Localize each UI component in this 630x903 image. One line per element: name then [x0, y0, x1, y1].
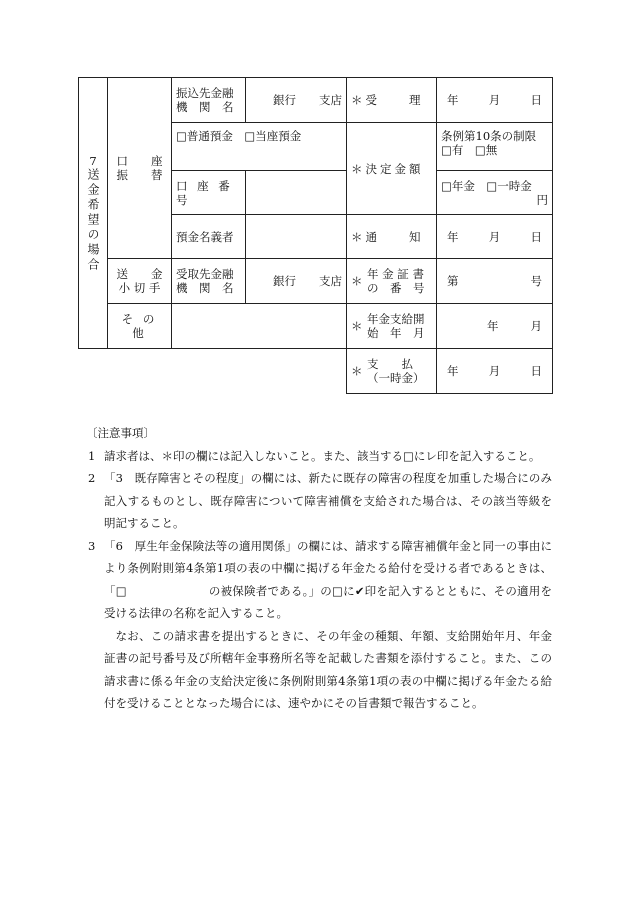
remittance-table	[78, 77, 553, 394]
section-number: 7	[89, 153, 97, 168]
shiharai-date: 年 月 日	[437, 349, 553, 394]
nenkin-shosho-number: 第 号	[437, 259, 553, 304]
account-number-value	[246, 171, 347, 215]
account-name-label: 預金名義者	[172, 215, 246, 259]
note-item: 2 「3 既存障害とその程度」の欄には、新たに既存の障害の程度を加重した場合にのみ記入するものとし、既存障害について障害補償を支給された場合は、その該当等級を明記すること。	[88, 471, 552, 530]
sokin-kogitte-cell: 送 金 小 切 手	[108, 259, 172, 304]
shiharai-label: ＊ 支 払 （一時金）	[347, 349, 437, 394]
jorei-limit-cell: 条例第10条の制限 □有 □無	[437, 123, 553, 171]
notes-section	[78, 422, 552, 715]
nenkin-ichiji-cell: □年金 □一時金 円	[437, 171, 553, 215]
sonota-label: そ の 他	[108, 304, 172, 349]
section-title: 送金希望の場合	[86, 167, 100, 273]
juri-label: ＊受 理	[347, 78, 437, 123]
kouza-furikae-cell	[108, 78, 172, 259]
tsuchi-date: 年 月 日	[437, 215, 553, 259]
account-number-label: 口 座 番 号	[172, 171, 246, 215]
furikomi-bank-branch: 銀行 支店	[246, 78, 347, 123]
account-type-cell: □普通預金 □当座預金	[172, 123, 347, 171]
furikomi-institution-label: 振込先金融 機 関 名	[172, 78, 246, 123]
juri-date: 年 月 日	[437, 78, 553, 123]
note-paragraph: なお、この請求書を提出するときに、その年金の種類、年額、支給開始年月、年金証書の記号番号及び所轄年金事務所名等を記載した書類を添付すること。また、この請求書に係る年金の支給決定後に条例附則第4条第1項の表の中欄に掲げる年金たる給付を受けることとなった場合には、速やかにその旨書類で報告すること。	[104, 628, 552, 710]
notes-heading: 〔注意事項〕	[86, 426, 155, 440]
kettei-label: ＊決定金額	[347, 123, 437, 215]
note-item: 3 「6 厚生年金保険法等の適用関係」の欄には、請求する障害補償年金と同一の事由により条例附則第4条第1項の表の中欄に掲げる年金たる給付を受ける者であるときは、「□ の被保険者である。」の□に✔印を記入するとともに、その適用を受ける法律の名称を記入すること。	[88, 538, 552, 620]
furikae-label: 振 替	[116, 168, 163, 182]
nenkin-shosho-label: ＊ 年 金 証 書 の 番 号	[347, 259, 437, 304]
account-name-value	[246, 215, 347, 259]
kouza-label: 口 座	[116, 154, 163, 168]
section-7-cell	[79, 78, 108, 349]
uketori-institution-label: 受取先金融 機 関 名	[172, 259, 246, 304]
note-item: 1 請求者は、＊印の欄には記入しないこと。また、該当する□にレ印を記入すること。	[88, 448, 541, 463]
shikyu-kaishi-label: ＊ 年金支給開 始 年 月	[347, 304, 437, 349]
tsuchi-label: ＊通 知	[347, 215, 437, 259]
shikyu-kaishi-value: 年 月	[437, 304, 553, 349]
uketori-bank-branch: 銀行 支店	[246, 259, 347, 304]
sonota-value	[172, 304, 347, 349]
